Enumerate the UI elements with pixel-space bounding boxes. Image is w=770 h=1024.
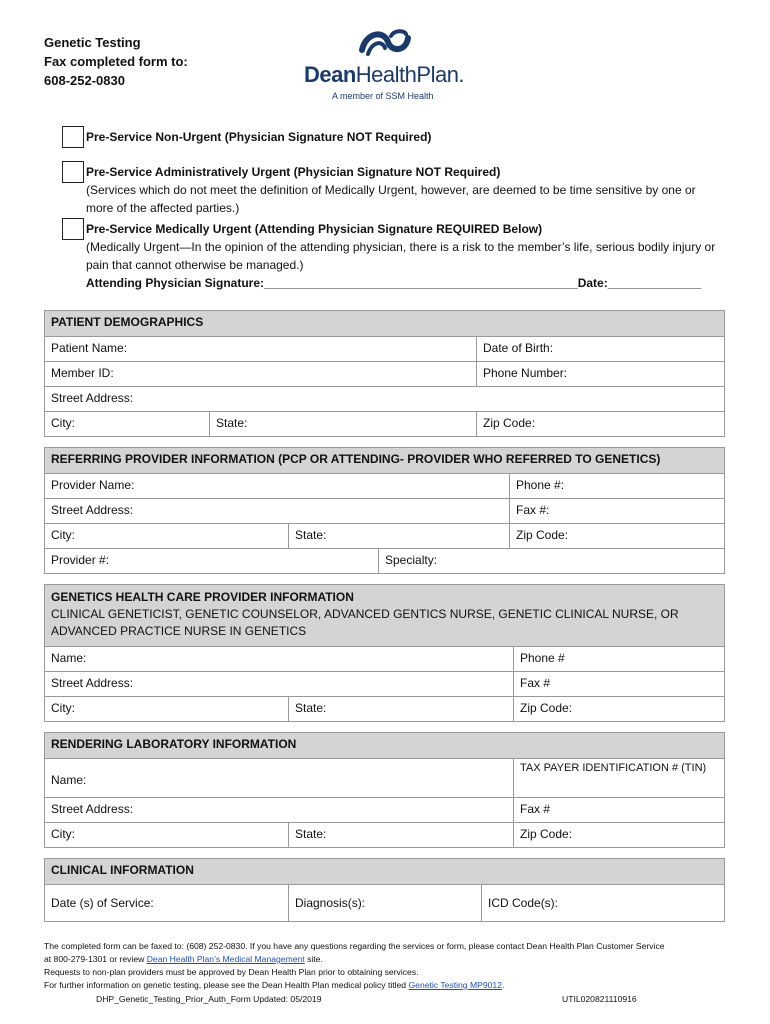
logo-wordmark-regular: HealthPlan. [355, 62, 465, 87]
footer-text: site. [304, 954, 323, 964]
rendering-lab-section [44, 732, 725, 848]
section-title: REFERRING PROVIDER INFORMATION (PCP OR ATTENDING- PROVIDER WHO REFERRED TO GENETICS) [51, 452, 661, 466]
street-address-field[interactable]: Street Address: [51, 391, 134, 405]
lab-state-field[interactable]: State: [288, 823, 513, 847]
provider-state-field[interactable]: State: [288, 524, 509, 548]
lab-fax-field[interactable]: Fax # [513, 798, 724, 822]
lab-tin-field[interactable]: TAX PAYER IDENTIFICATION # (TIN) [513, 759, 724, 797]
logo-wordmark [304, 62, 464, 88]
section-title: PATIENT DEMOGRAPHICS [51, 315, 204, 329]
dean-health-plan-logo [300, 28, 470, 106]
icd-code-field[interactable]: ICD Code(s): [481, 885, 724, 921]
genetics-provider-section [44, 584, 725, 722]
provider-zip-field[interactable]: Zip Code: [509, 524, 724, 548]
lab-street-field[interactable]: Street Address: [51, 802, 134, 816]
option-medically-urgent [62, 220, 722, 292]
phone-number-field[interactable]: Phone Number: [476, 362, 724, 386]
lab-city-field[interactable]: City: [51, 827, 75, 841]
option-description: (Medically Urgent—In the opinion of the attending physician, there is a risk to the member’s life, serious bodily injury or pain that cannot otherwise be managed.) [86, 240, 716, 272]
state-field[interactable]: State: [209, 412, 476, 436]
section-subtitle: CLINICAL GENETICIST, GENETIC COUNSELOR, ADVANCED GENTICS NURSE, GENETIC CLINICAL NURSE, OR ADVANCED PRACTICE NURSE IN GENETICS [51, 607, 679, 638]
option-title: Pre-Service Medically Urgent (Attending Physician Signature REQUIRED Below) [86, 222, 543, 236]
form-title: Genetic Testing [44, 35, 141, 50]
genetics-city-field[interactable]: City: [51, 701, 75, 715]
form-header [44, 33, 188, 90]
footer-line-3: Requests to non-plan providers must be approved by Dean Health Plan prior to obtaining services. [44, 967, 419, 977]
lab-zip-field[interactable]: Zip Code: [513, 823, 724, 847]
section-title: CLINICAL INFORMATION [51, 863, 194, 877]
footer-text: For further information on genetic testing, please see the Dean Health Plan medical policy titled [44, 980, 409, 990]
option-non-urgent [62, 128, 722, 146]
fax-number: 608-252-0830 [44, 73, 125, 88]
fax-instruction: Fax completed form to: [44, 54, 188, 69]
genetics-name-field[interactable]: Name: [51, 651, 87, 665]
provider-name-field[interactable]: Provider Name: [51, 478, 135, 492]
medical-management-link[interactable]: Dean Health Plan’s Medical Management [146, 954, 305, 964]
option-admin-urgent [62, 163, 722, 217]
logo-swirl-icon [358, 28, 412, 60]
date-of-service-field[interactable]: Date (s) of Service: [51, 896, 154, 910]
city-field[interactable]: City: [51, 416, 75, 430]
checkbox-medically-urgent[interactable] [62, 218, 84, 240]
checkbox-non-urgent[interactable] [62, 126, 84, 148]
footer-line-2 [44, 953, 323, 966]
lab-name-field[interactable]: Name: [51, 773, 87, 787]
footer-line-1: The completed form can be faxed to: (608) 252-0830. If you have any questions regarding the services or form, please contact Dean Health Plan Customer Service [44, 941, 665, 951]
zip-code-field[interactable]: Zip Code: [476, 412, 724, 436]
section-title: RENDERING LABORATORY INFORMATION [51, 737, 297, 751]
genetics-phone-field[interactable]: Phone # [513, 647, 724, 671]
form-id: DHP_Genetic_Testing_Prior_Auth_Form Updated: 05/2019 [96, 994, 322, 1004]
checkbox-admin-urgent[interactable] [62, 161, 84, 183]
form-code: UTIL020821110916 [562, 994, 637, 1004]
option-title: Pre-Service Non-Urgent (Physician Signature NOT Required) [86, 130, 432, 144]
clinical-info-section [44, 858, 725, 922]
logo-wordmark-bold: Dean [304, 62, 356, 87]
referring-provider-section [44, 447, 725, 574]
footer-text: . [501, 980, 505, 990]
genetics-state-field[interactable]: State: [288, 697, 513, 721]
provider-fax-field[interactable]: Fax #: [509, 499, 724, 523]
provider-specialty-field[interactable]: Specialty: [378, 549, 724, 573]
section-header [45, 585, 724, 646]
provider-street-field[interactable]: Street Address: [51, 503, 134, 517]
option-title: Pre-Service Administratively Urgent (Physician Signature NOT Required) [86, 165, 501, 179]
genetics-fax-field[interactable]: Fax # [513, 672, 724, 696]
provider-phone-field[interactable]: Phone #: [509, 474, 724, 498]
genetic-testing-policy-link[interactable]: Genetic Testing MP9012 [408, 980, 502, 990]
section-title: GENETICS HEALTH CARE PROVIDER INFORMATION [51, 590, 354, 604]
diagnosis-field[interactable]: Diagnosis(s): [288, 885, 481, 921]
patient-demographics-section [44, 310, 725, 437]
attending-signature-line[interactable]: Attending Physician Signature:_______________________________________________Date:______________ [86, 276, 702, 290]
footer-line-4 [44, 979, 504, 992]
provider-number-field[interactable]: Provider #: [51, 553, 110, 567]
option-description: (Services which do not meet the definition of Medically Urgent, however, are deemed to be time sensitive by one or more of the affected parties.) [86, 183, 696, 215]
logo-tagline: A member of SSM Health [332, 91, 434, 101]
genetics-zip-field[interactable]: Zip Code: [513, 697, 724, 721]
provider-city-field[interactable]: City: [51, 528, 75, 542]
member-id-field[interactable]: Member ID: [51, 366, 114, 380]
date-of-birth-field[interactable]: Date of Birth: [476, 337, 724, 361]
footer-text: at 800-279-1301 or review [44, 954, 147, 964]
patient-name-field[interactable]: Patient Name: [51, 341, 128, 355]
genetics-street-field[interactable]: Street Address: [51, 676, 134, 690]
